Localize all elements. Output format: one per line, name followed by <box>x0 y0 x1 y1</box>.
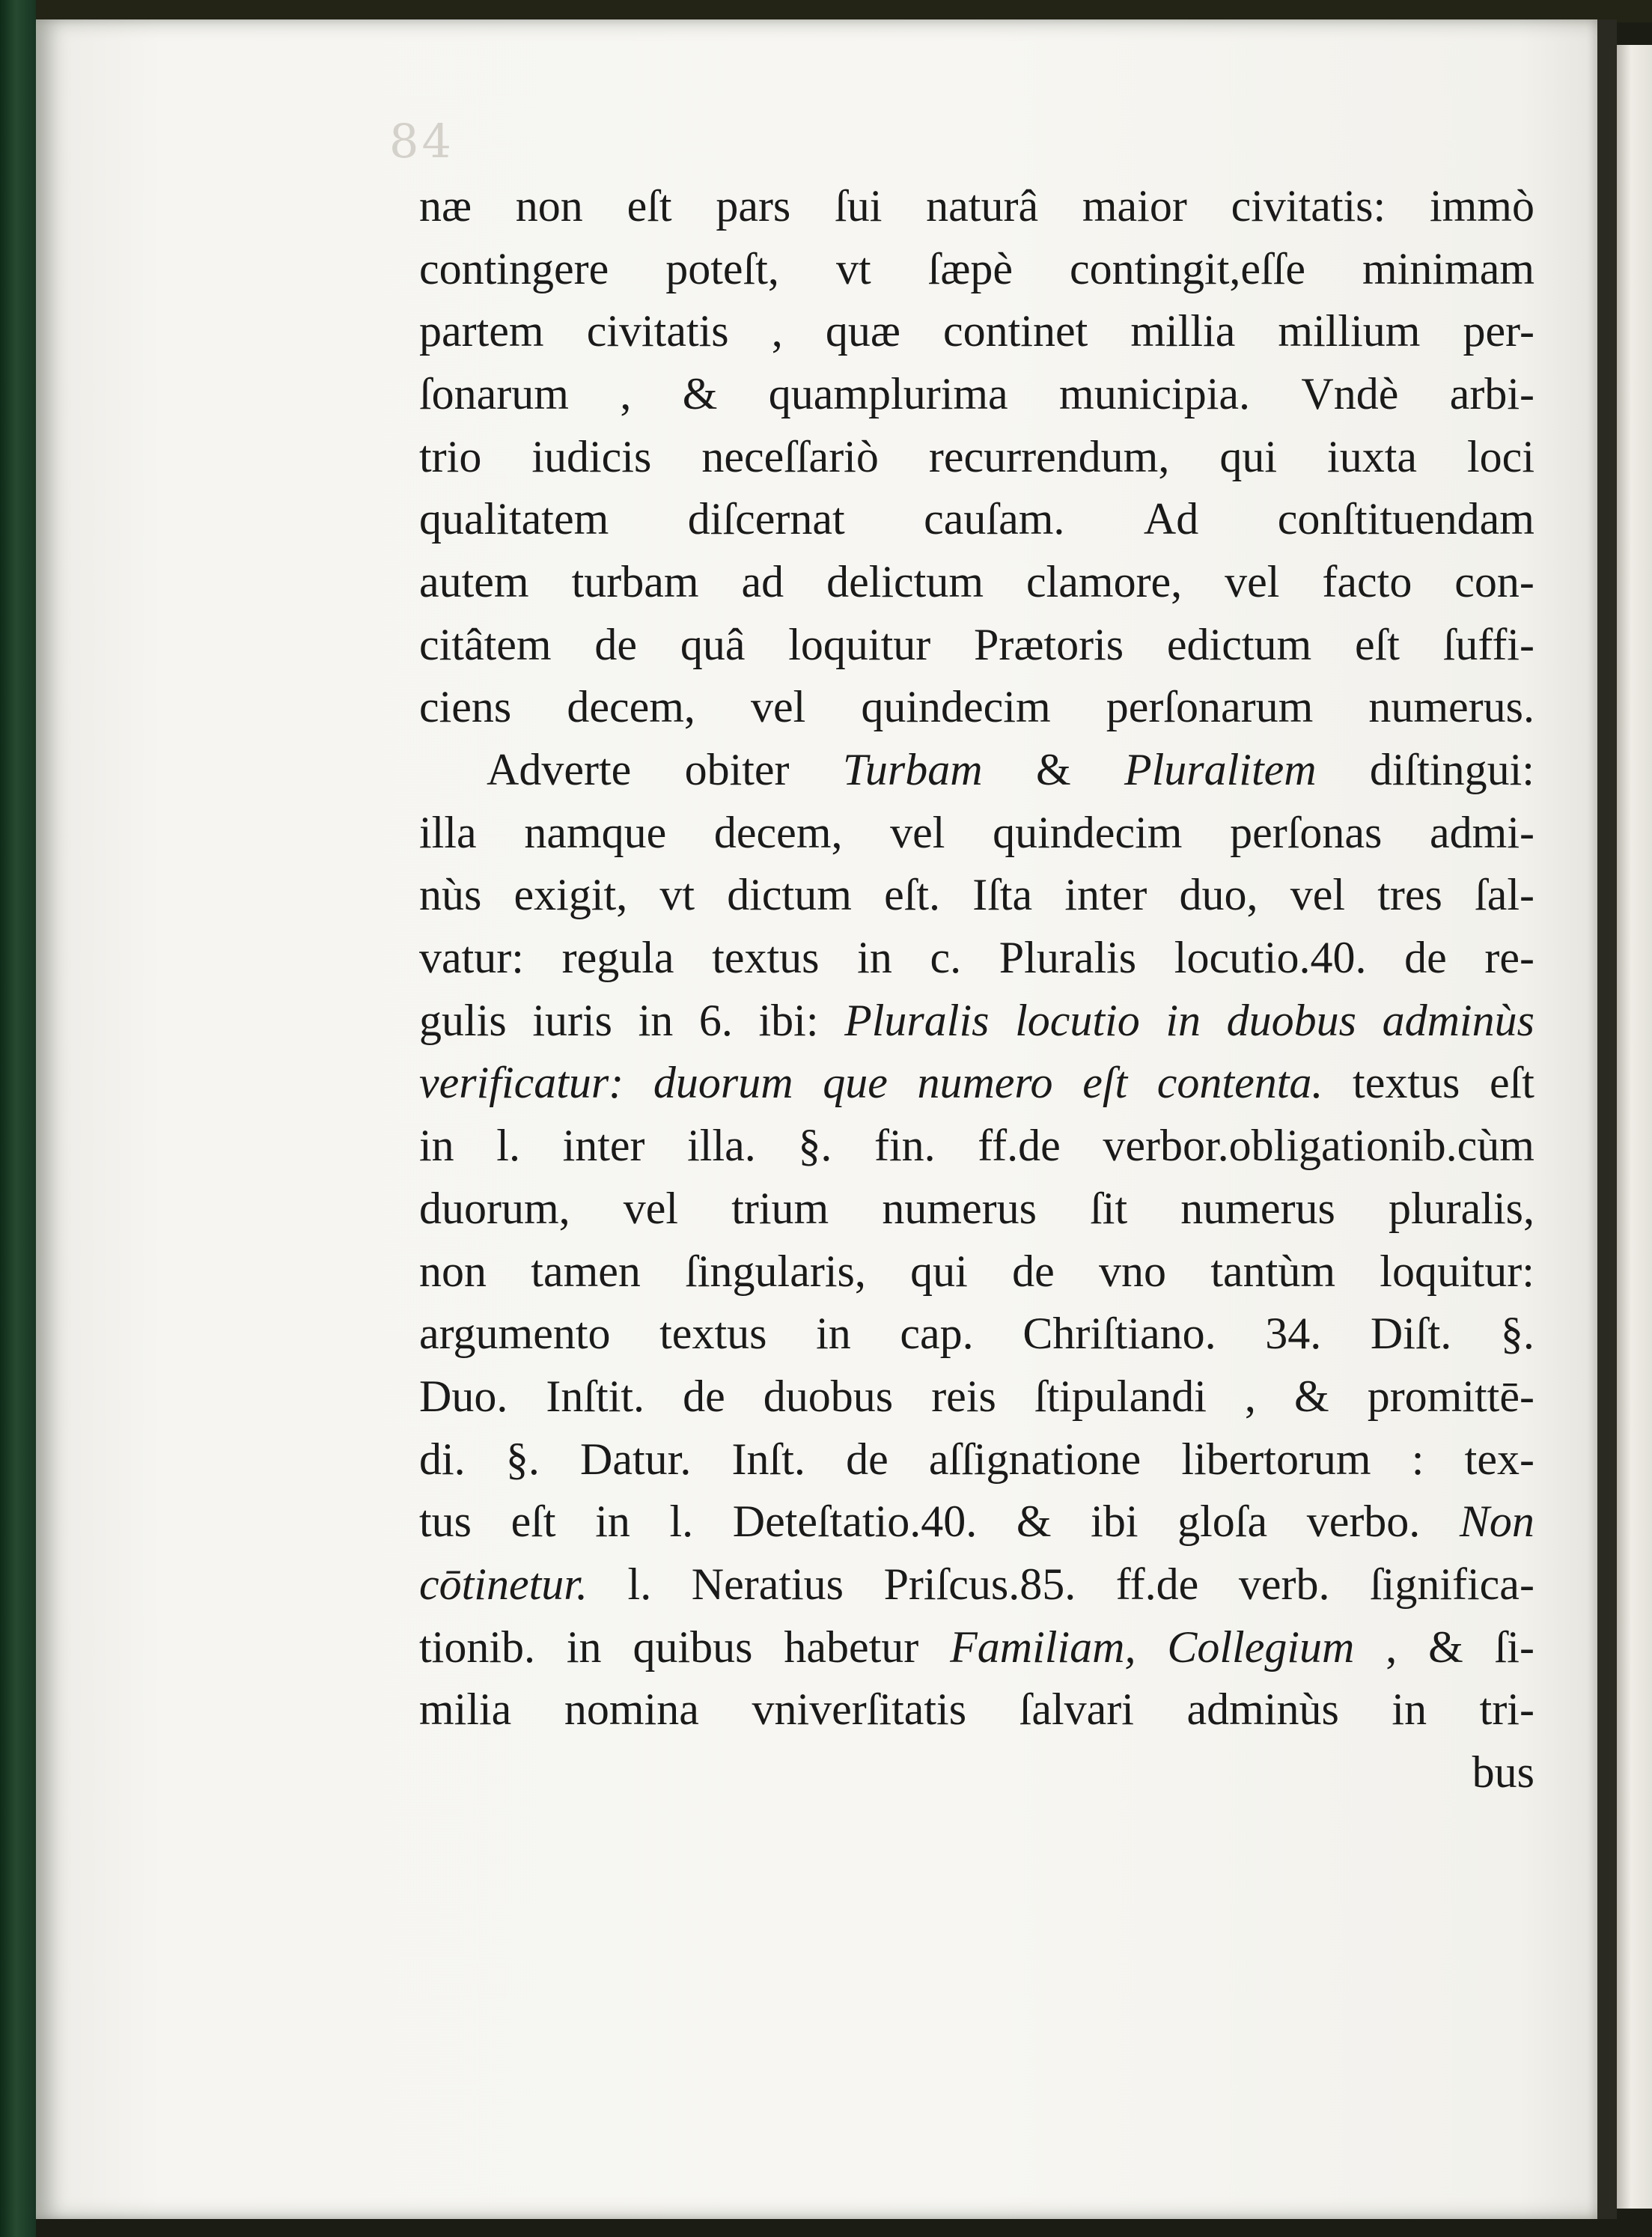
text-line <box>419 1114 1534 1177</box>
word: vniverſitatis <box>752 1684 967 1735</box>
word: Adverte <box>487 745 632 795</box>
word: vel <box>750 682 806 732</box>
word: vatur: <box>419 933 524 983</box>
word: numero <box>917 1058 1053 1108</box>
word: ſuffi- <box>1442 619 1534 669</box>
word: neceſſariò <box>701 431 879 481</box>
word: textus <box>712 933 820 983</box>
word: immò <box>1429 180 1534 231</box>
word: tex- <box>1464 1434 1534 1484</box>
word: vel <box>623 1183 679 1233</box>
word: de <box>846 1434 889 1484</box>
word: Diſt. <box>1370 1309 1452 1359</box>
word: edictum <box>1166 619 1312 669</box>
next-page-edge <box>1617 45 1652 2209</box>
word: Collegium <box>1167 1622 1355 1672</box>
word: §. <box>1500 1309 1534 1359</box>
word: citâtem <box>419 619 552 669</box>
word: loquitur: <box>1380 1246 1534 1296</box>
word: que <box>823 1058 888 1108</box>
text-line <box>419 550 1534 613</box>
word: & <box>1016 1497 1052 1547</box>
word: regula <box>561 933 674 983</box>
word: clamore, <box>1025 556 1183 606</box>
word: cauſam. <box>924 494 1065 544</box>
word: qualitatem <box>419 494 609 544</box>
word: Pluralis <box>999 933 1137 983</box>
word: eſt <box>1489 1058 1534 1108</box>
text-line <box>419 801 1534 864</box>
word: ſi- <box>1494 1622 1534 1672</box>
word: locutio <box>1015 995 1140 1045</box>
word: c. <box>930 933 962 983</box>
word: Turbam <box>842 745 983 795</box>
word: Vndè <box>1301 368 1399 419</box>
word: Inſtit. <box>546 1371 645 1421</box>
word: Duo. <box>419 1371 508 1421</box>
text-line <box>419 1240 1534 1303</box>
text-line <box>419 1616 1534 1678</box>
word: Deteſtatio.40. <box>732 1497 978 1547</box>
word: loquitur <box>788 619 931 669</box>
word: Priſcus.85. <box>883 1559 1076 1609</box>
text-line <box>419 1678 1534 1741</box>
word: vno <box>1099 1246 1167 1296</box>
word: ſal- <box>1475 870 1534 920</box>
word: ſingularis, <box>685 1246 866 1296</box>
word: naturâ <box>926 180 1039 231</box>
word: non <box>515 180 583 231</box>
word: milia <box>419 1684 512 1735</box>
word: numerus. <box>1368 682 1534 732</box>
word: Chriſtiano. <box>1022 1309 1216 1359</box>
word: l. <box>496 1121 520 1171</box>
text-line <box>419 1365 1534 1428</box>
word: obiter <box>684 745 790 795</box>
word: illa <box>419 807 477 857</box>
word: autem <box>419 556 529 606</box>
word: vel <box>890 807 945 857</box>
word: turbam <box>571 556 699 606</box>
word: Non <box>1459 1497 1534 1547</box>
word: & <box>682 368 718 419</box>
word: ff.de <box>1115 1559 1199 1609</box>
word: arbi- <box>1449 368 1534 419</box>
word: trium <box>731 1183 829 1233</box>
word: 34. <box>1265 1309 1322 1359</box>
word: Ad <box>1143 494 1199 544</box>
word: tres <box>1377 870 1442 920</box>
word: vt <box>659 870 695 920</box>
word: qui <box>1219 431 1278 481</box>
word: in <box>816 1309 851 1359</box>
text-line <box>419 1428 1534 1491</box>
word: inter <box>562 1121 645 1171</box>
word: textus <box>1353 1058 1460 1108</box>
word: inter <box>1064 870 1147 920</box>
word: diſcernat <box>687 494 845 544</box>
word: facto <box>1322 556 1412 606</box>
word: di. <box>419 1434 466 1484</box>
word: ff.de <box>978 1121 1061 1171</box>
word: exigit, <box>513 870 628 920</box>
word: duo, <box>1179 870 1258 920</box>
word: nùs <box>419 870 482 920</box>
word: adminùs <box>1186 1684 1339 1735</box>
word: nomina <box>564 1684 699 1735</box>
word: Pluralis <box>844 995 990 1045</box>
word: in <box>595 1497 630 1547</box>
word: aſſignatione <box>928 1434 1142 1484</box>
word: eſt. <box>884 870 941 920</box>
word: civitatis: <box>1231 180 1386 231</box>
word: textus <box>659 1309 767 1359</box>
word: civitatis <box>586 306 729 356</box>
text-line <box>419 237 1534 300</box>
word: verificatur: <box>419 1058 624 1108</box>
word: promittē- <box>1367 1371 1534 1421</box>
word: verbo. <box>1306 1497 1421 1547</box>
word: l. <box>669 1497 694 1547</box>
word: continet <box>942 306 1088 356</box>
word: perſonarum <box>1106 682 1314 732</box>
word: reis <box>931 1371 996 1421</box>
word: namque <box>524 807 667 857</box>
text-line <box>419 487 1534 550</box>
word: ſit <box>1090 1183 1128 1233</box>
word: Inſt. <box>731 1434 805 1484</box>
word: delictum <box>826 556 984 606</box>
word: in <box>419 1121 454 1171</box>
word: habetur <box>784 1622 919 1672</box>
word: millium <box>1278 306 1421 356</box>
word: §. <box>505 1434 540 1484</box>
word: verbor.obligationib.cùm <box>1103 1121 1534 1171</box>
word: in <box>1392 1684 1427 1735</box>
word: maior <box>1082 180 1187 231</box>
word: quibus <box>633 1622 753 1672</box>
word: vel <box>1290 870 1346 920</box>
word: , <box>1386 1622 1398 1672</box>
word: ad <box>741 556 784 606</box>
word: ſonarum <box>419 368 569 419</box>
word: , <box>771 306 783 356</box>
word: libertorum <box>1181 1434 1371 1484</box>
word: quindecim <box>993 807 1183 857</box>
word: §. <box>798 1121 832 1171</box>
word: duobus <box>763 1371 894 1421</box>
word: con- <box>1454 556 1534 606</box>
text-line <box>419 1553 1534 1616</box>
word: de <box>1404 933 1447 983</box>
word: næ <box>419 180 472 231</box>
word: recurrendum, <box>928 431 1170 481</box>
green-binding <box>0 0 36 2237</box>
word: , <box>1244 1371 1256 1421</box>
word: quindecim <box>861 682 1051 732</box>
word: tionib. <box>419 1622 536 1672</box>
word: tus <box>419 1497 472 1547</box>
word: ſui <box>835 180 883 231</box>
word: iuris <box>532 995 612 1045</box>
word: quamplurima <box>768 368 1008 419</box>
word: millia <box>1130 306 1236 356</box>
text-line <box>419 425 1534 488</box>
word: , <box>620 368 632 419</box>
body-text <box>419 174 1534 1804</box>
word: numerus <box>1180 1183 1335 1233</box>
word: gulis <box>419 995 507 1045</box>
word: cōtinetur. <box>419 1559 588 1609</box>
word: & <box>1428 1622 1463 1672</box>
word: 6. <box>698 995 733 1045</box>
text-line <box>419 676 1534 739</box>
word: ciens <box>419 682 512 732</box>
word: Datur. <box>580 1434 692 1484</box>
word: & <box>1293 1371 1329 1421</box>
word: ſæpè <box>927 243 1013 293</box>
word: in <box>638 995 674 1045</box>
word: contingere <box>419 243 609 293</box>
word: gloſa <box>1177 1497 1268 1547</box>
word: de <box>1012 1246 1055 1296</box>
text-line <box>419 174 1534 237</box>
word: loci <box>1467 431 1534 481</box>
word: poteſt, <box>665 243 779 293</box>
word: verb. <box>1238 1559 1330 1609</box>
word: contenta. <box>1156 1058 1323 1108</box>
text-line <box>419 299 1534 362</box>
text-line <box>419 1052 1534 1115</box>
word: dictum <box>727 870 852 920</box>
text-line <box>419 1490 1534 1553</box>
word: cap. <box>900 1309 974 1359</box>
word: tri- <box>1479 1684 1534 1735</box>
text-line <box>419 864 1534 927</box>
word: tamen <box>531 1246 641 1296</box>
word: vel <box>1225 556 1280 606</box>
word: pluralis, <box>1389 1183 1534 1233</box>
word: Familiam, <box>950 1622 1136 1672</box>
text-line <box>419 738 1534 801</box>
word: & <box>1035 745 1071 795</box>
word: non <box>419 1246 487 1296</box>
word: per- <box>1463 306 1534 356</box>
catchword-line <box>419 1741 1534 1804</box>
word: eſt <box>510 1497 556 1547</box>
word: in <box>566 1622 602 1672</box>
word: adminùs <box>1382 995 1534 1045</box>
text-line <box>419 1177 1534 1240</box>
word: iuxta <box>1327 431 1418 481</box>
word: tantùm <box>1210 1246 1335 1296</box>
word: trio <box>419 431 482 481</box>
word: re- <box>1484 933 1534 983</box>
text-line <box>419 362 1534 425</box>
word: Pluralitem <box>1124 745 1317 795</box>
word: duorum, <box>419 1183 570 1233</box>
word: l. <box>627 1559 652 1609</box>
word: Iſta <box>972 870 1033 920</box>
word: partem <box>419 306 544 356</box>
page-gap <box>1597 19 1617 2219</box>
word: contingit,eſſe <box>1070 243 1305 293</box>
text-line <box>419 1302 1534 1365</box>
word: in <box>1165 995 1201 1045</box>
word: conſtituendam <box>1277 494 1534 544</box>
word: iudicis <box>531 431 652 481</box>
word: ſtipulandi <box>1034 1371 1207 1421</box>
word: in <box>857 933 892 983</box>
catchword: bus <box>1472 1747 1534 1798</box>
word: duobus <box>1226 995 1356 1045</box>
text-line <box>419 926 1534 989</box>
word: minimam <box>1362 243 1534 293</box>
page-number: 84 <box>389 114 454 168</box>
word: duorum <box>653 1058 793 1108</box>
word: de <box>594 619 638 669</box>
word: illa. <box>687 1121 756 1171</box>
word: vt <box>835 243 871 293</box>
word: Neratius <box>691 1559 844 1609</box>
word: municipia. <box>1059 368 1250 419</box>
word: fin. <box>874 1121 936 1171</box>
word: qui <box>910 1246 968 1296</box>
word: perſonas <box>1230 807 1383 857</box>
word: quæ <box>825 306 900 356</box>
word: Prætoris <box>974 619 1124 669</box>
word: admi- <box>1430 807 1534 857</box>
word: ibi: <box>758 995 819 1045</box>
word: : <box>1411 1434 1424 1484</box>
word: quâ <box>680 619 746 669</box>
word: argumento <box>419 1309 611 1359</box>
word: decem, <box>567 682 695 732</box>
word: pars <box>716 180 791 231</box>
word: eſt <box>1082 1058 1128 1108</box>
word: locutio.40. <box>1174 933 1367 983</box>
text-line <box>419 989 1534 1052</box>
word: eſt <box>627 180 672 231</box>
word: ſignifica- <box>1370 1559 1534 1609</box>
word: numerus <box>882 1183 1037 1233</box>
word: decem, <box>713 807 843 857</box>
word: ibi <box>1091 1497 1139 1547</box>
word: de <box>683 1371 725 1421</box>
word: diſtingui: <box>1369 745 1534 795</box>
word: ſalvari <box>1019 1684 1134 1735</box>
text-line <box>419 613 1534 676</box>
word: eſt <box>1354 619 1400 669</box>
